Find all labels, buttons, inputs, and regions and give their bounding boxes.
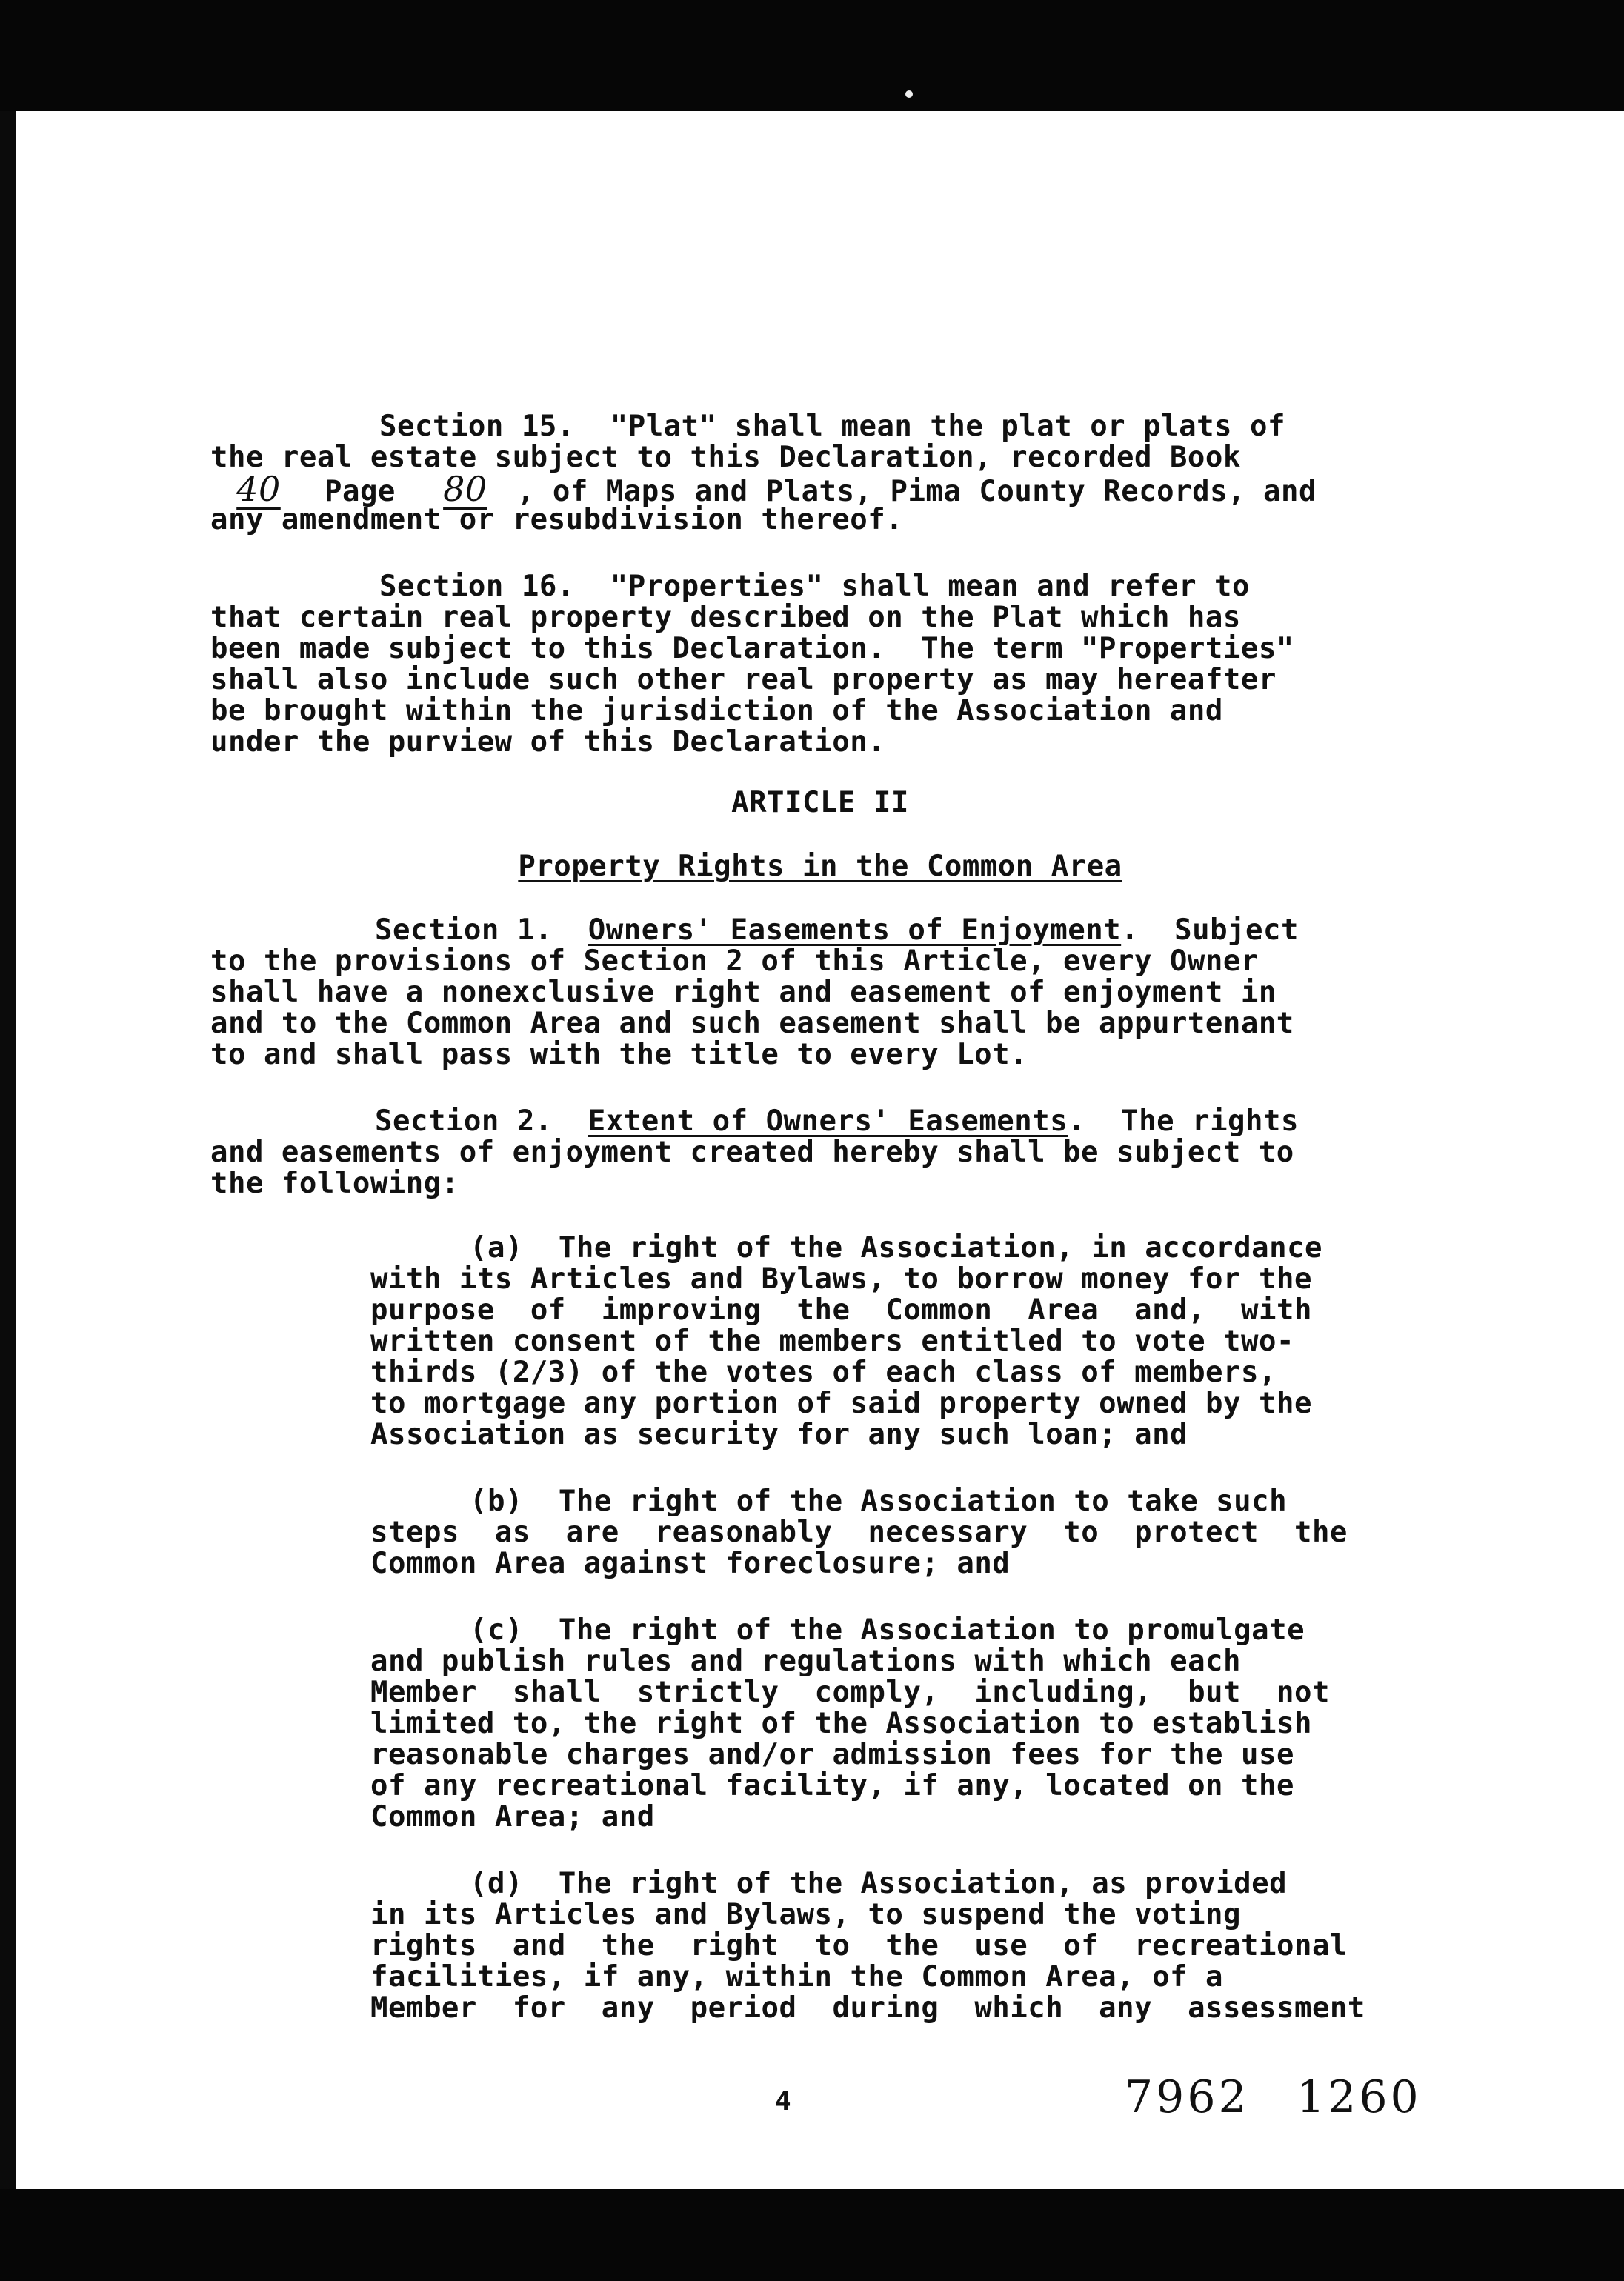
- section-1-line-3: shall have a nonexclusive right and easement of enjoyment in: [210, 976, 1277, 1009]
- section-1-title: Owners' Easements of Enjoyment: [588, 913, 1122, 947]
- section-2-line-2: and easements of enjoyment created hereby shall be subject to: [210, 1136, 1294, 1169]
- item-d-line-4: facilities, if any, within the Common Area, of a: [370, 1960, 1224, 1994]
- item-d-line-2: in its Articles and Bylaws, to suspend the voting: [370, 1898, 1242, 1931]
- item-a-line-1: (a) The right of the Association, in accordance: [470, 1231, 1323, 1265]
- item-a-line-5: thirds (2/3) of the votes of each class of members,: [370, 1356, 1277, 1389]
- section-15-line-3-b: , of Maps and Plats, Pima County Records, and: [516, 475, 1317, 508]
- item-c-line-6: of any recreational facility, if any, located on the: [370, 1769, 1294, 1802]
- item-b-line-1: (b) The right of the Association to take such: [470, 1485, 1288, 1518]
- recording-stamp-left: 7962: [1125, 2071, 1250, 2123]
- item-d-line-5: Member for any period during which any assessment: [370, 1991, 1365, 2025]
- book-number-handwritten: 40: [236, 469, 281, 509]
- page-number: 4: [775, 2086, 791, 2117]
- section-2-rest: . The rights: [1068, 1105, 1299, 1138]
- section-16-line-5: be brought within the jurisdiction of the Association and: [210, 694, 1223, 727]
- section-1-line-5: to and shall pass with the title to every Lot.: [210, 1038, 1028, 1071]
- section-15-line-4: any amendment or resubdivision thereof.: [210, 503, 904, 536]
- item-a-line-3: purpose of improving the Common Area and, with: [370, 1293, 1312, 1327]
- scan-border-top: [0, 0, 1624, 111]
- scan-border-bottom: [0, 2189, 1624, 2281]
- item-a-line-7: Association as security for any such loan; and: [370, 1418, 1188, 1451]
- document-page: [16, 111, 1624, 2189]
- section-2-line-1: [375, 1106, 1299, 1137]
- item-c-line-3: Member shall strictly comply, including, but not: [370, 1676, 1330, 1709]
- article-title: Property Rights in the Common Area: [518, 850, 1122, 883]
- item-b-line-2: steps as are reasonably necessary to protect the: [370, 1516, 1348, 1549]
- section-16-line-1: Section 16. "Properties" shall mean and refer to: [379, 570, 1251, 603]
- scan-speck: [905, 90, 913, 98]
- item-a-line-2: with its Articles and Bylaws, to borrow money for the: [370, 1262, 1312, 1296]
- item-d-line-1: (d) The right of the Association, as provided: [470, 1867, 1288, 1900]
- section-1-lead: Section 1.: [375, 913, 588, 947]
- item-a-line-4: written consent of the members entitled to vote two-: [370, 1325, 1294, 1358]
- section-2-title: Extent of Owners' Easements: [588, 1105, 1068, 1138]
- item-b-line-3: Common Area against foreclosure; and: [370, 1547, 1011, 1580]
- section-15-line-1: Section 15. "Plat" shall mean the plat or plats of: [379, 410, 1285, 443]
- item-c-line-4: limited to, the right of the Association to establish: [370, 1707, 1312, 1740]
- item-a-line-6: to mortgage any portion of said property owned by the: [370, 1387, 1312, 1420]
- section-1-line-1: [375, 915, 1299, 946]
- section-2-line-3: the following:: [210, 1167, 459, 1200]
- item-d-line-3: rights and the right to the use of recreational: [370, 1929, 1348, 1962]
- item-c-line-2: and publish rules and regulations with which each: [370, 1645, 1242, 1678]
- item-c-line-1: (c) The right of the Association to promulgate: [470, 1614, 1305, 1647]
- page-number-handwritten: 80: [443, 469, 487, 509]
- section-1-rest: . Subject: [1121, 913, 1299, 947]
- section-16-line-4: shall also include such other real property as may hereafter: [210, 663, 1277, 696]
- article-heading: ARTICLE II: [731, 786, 909, 819]
- item-c-line-7: Common Area; and: [370, 1800, 655, 1834]
- section-16-line-6: under the purview of this Declaration.: [210, 725, 886, 759]
- section-1-line-4: and to the Common Area and such easement shall be appurtenant: [210, 1007, 1294, 1040]
- section-1-line-2: to the provisions of Section 2 of this Article, every Owner: [210, 945, 1259, 978]
- recording-stamp-right: 1260: [1297, 2071, 1422, 2123]
- section-16-line-2: that certain real property described on the Plat which has: [210, 601, 1241, 634]
- section-2-lead: Section 2.: [375, 1105, 588, 1138]
- section-16-line-3: been made subject to this Declaration. The term "Properties": [210, 632, 1294, 665]
- item-c-line-5: reasonable charges and/or admission fees for the use: [370, 1738, 1294, 1771]
- section-15-line-2: the real estate subject to this Declaration, recorded Book: [210, 441, 1241, 474]
- section-15-line-3-a: Page: [307, 475, 413, 508]
